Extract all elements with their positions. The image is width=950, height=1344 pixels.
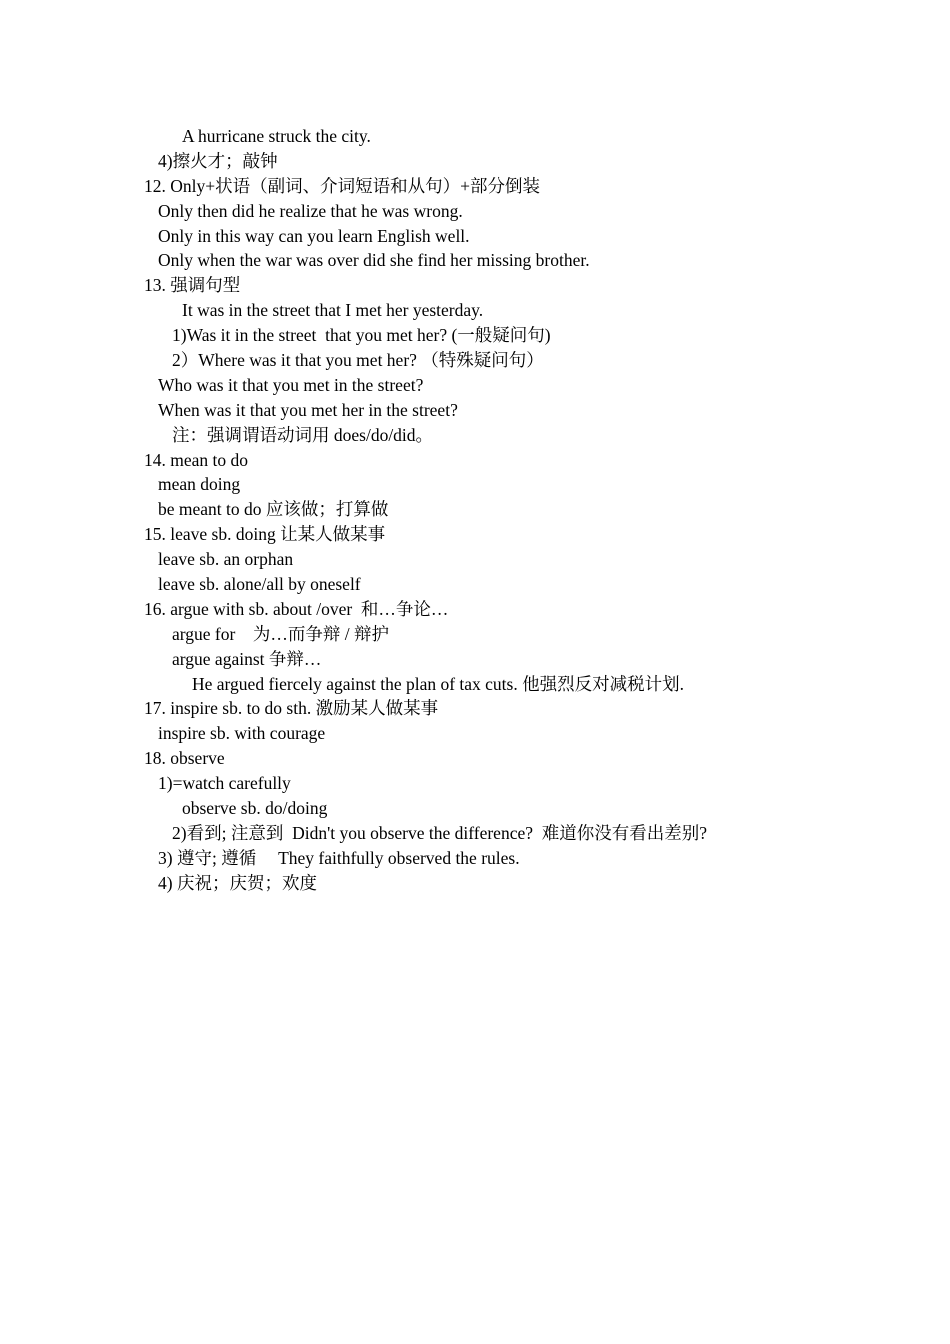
text-line: argue for 为…而争辩 / 辩护: [172, 623, 389, 644]
text-line: observe sb. do/doing: [182, 798, 328, 819]
text-line: 2）Where was it that you met her? （特殊疑问句）: [172, 350, 544, 371]
text-line: leave sb. alone/all by oneself: [158, 574, 361, 595]
text-line: Only then did he realize that he was wrong.: [158, 200, 463, 221]
example-line: He argued fiercely against the plan of tax cuts. 他强烈反对减税计划.: [192, 673, 684, 694]
text-line: When was it that you met her in the street?: [158, 399, 458, 420]
text-line: 2)看到; 注意到 Didn't you observe the difference? 难道你没有看出差别?: [172, 822, 708, 843]
section-heading-18: 18. observe: [144, 748, 225, 769]
section-heading-15: 15. leave sb. doing 让某人做某事: [144, 524, 386, 545]
text-line: inspire sb. with courage: [158, 723, 326, 744]
section-heading-12: 12. Only+状语（副词、介词短语和从句）+部分倒装: [144, 175, 540, 196]
section-heading-13: 13. 强调句型: [144, 275, 241, 296]
section-heading-17: 17. inspire sb. to do sth. 激励某人做某事: [144, 698, 439, 719]
text-line: Only in this way can you learn English well.: [158, 225, 470, 246]
text-line: 4)擦火才；敲钟: [158, 150, 278, 171]
text-line: be meant to do 应该做；打算做: [158, 499, 389, 520]
text-line: Only when the war was over did she find her missing brother.: [158, 250, 590, 271]
text-line: argue against 争辩…: [172, 648, 322, 669]
text-line: Who was it that you met in the street?: [158, 374, 424, 395]
text-line: 4) 庆祝；庆贺；欢度: [158, 872, 317, 893]
text-line: 1)=watch carefully: [158, 773, 291, 794]
text-line: 3) 遵守; 遵循 They faithfully observed the rules.: [158, 847, 520, 868]
note-line: 注：强调谓语动词用 does/do/did。: [172, 424, 434, 445]
text-line: 1)Was it in the street that you met her? (一般疑问句): [172, 325, 551, 346]
section-heading-14: 14. mean to do: [144, 449, 249, 470]
text-line: A hurricane struck the city.: [182, 126, 371, 146]
text-line: mean doing: [158, 474, 241, 495]
text-line: leave sb. an orphan: [158, 549, 294, 570]
section-heading-16: 16. argue with sb. about /over 和…争论…: [144, 598, 449, 619]
document-body: [144, 124, 844, 896]
text-line: It was in the street that I met her yesterday.: [182, 300, 484, 321]
